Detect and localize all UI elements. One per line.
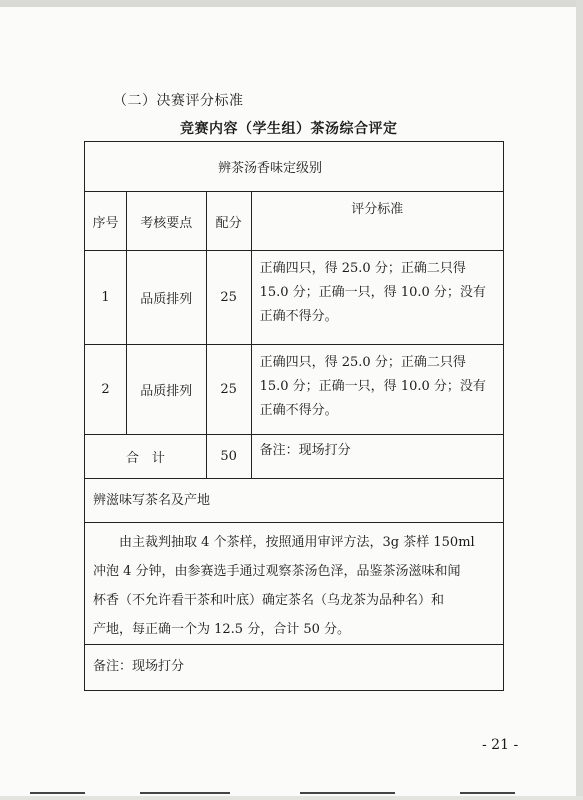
scan-mark xyxy=(30,792,85,794)
total-note: 备注：现场打分 xyxy=(251,435,503,479)
table-header-row xyxy=(85,142,504,192)
scan-edge-top xyxy=(0,0,583,7)
row-point: 品质排列 xyxy=(126,251,206,345)
scan-mark xyxy=(460,792,515,794)
table-row xyxy=(85,251,504,345)
scan-mark xyxy=(140,792,230,794)
row-score: 25 xyxy=(206,251,251,345)
scoring-table xyxy=(84,141,504,479)
total-label: 合 计 xyxy=(85,435,207,479)
scan-edge-bottom xyxy=(0,796,583,800)
col-header-no: 序号 xyxy=(85,192,127,251)
total-row xyxy=(85,435,504,479)
col-header-criteria: 评分标准 xyxy=(251,192,503,251)
table-row xyxy=(85,345,504,435)
total-score: 50 xyxy=(206,435,251,479)
scan-mark xyxy=(300,792,395,794)
section2-note xyxy=(84,645,504,691)
table-title: 竞赛内容（学生组）茶汤综合评定 xyxy=(180,121,398,137)
section2-header-text: 辨滋味写茶名及产地 xyxy=(93,493,211,508)
section2-note-text: 备注：现场打分 xyxy=(93,659,185,674)
criteria-line: 15.0 分；正确一只，得 10.0 分；没有 xyxy=(259,379,486,394)
body-line: 冲泡 4 分钟，由参赛选手通过观察茶汤色泽，品鉴茶汤滋味和闻 xyxy=(93,564,461,579)
table-section-header: 辨茶汤香味定级别 xyxy=(85,142,504,192)
row-score: 25 xyxy=(206,345,251,435)
criteria-line: 正确四只，得 25.0 分；正确二只得 xyxy=(259,261,466,276)
criteria-line: 15.0 分；正确一只，得 10.0 分；没有 xyxy=(259,285,486,300)
section-heading: （二）决赛评分标准 xyxy=(113,93,244,109)
body-line: 由主裁判抽取 4 个茶样，按照通用审评方法，3g 茶样 150ml xyxy=(119,535,475,550)
page-number: - 21 - xyxy=(482,737,519,753)
criteria-line: 正确不得分。 xyxy=(259,403,338,418)
scan-edge-right xyxy=(576,0,583,800)
body-line: 产地，每正确一个为 12.5 分，合计 50 分。 xyxy=(93,622,351,637)
row-no: 2 xyxy=(85,345,127,435)
row-no: 1 xyxy=(85,251,127,345)
col-header-score: 配分 xyxy=(206,192,251,251)
section2-header xyxy=(84,478,504,523)
section2-body xyxy=(84,523,504,645)
col-header-point: 考核要点 xyxy=(126,192,206,251)
criteria-line: 正确四只，得 25.0 分；正确二只得 xyxy=(259,355,466,370)
column-header-row xyxy=(85,192,504,251)
criteria-line: 正确不得分。 xyxy=(259,309,338,324)
body-line: 杯香（不允许看干茶和叶底）确定茶名（乌龙茶为品种名）和 xyxy=(93,593,445,608)
row-point: 品质排列 xyxy=(126,345,206,435)
row-criteria xyxy=(251,251,503,345)
row-criteria xyxy=(251,345,503,435)
